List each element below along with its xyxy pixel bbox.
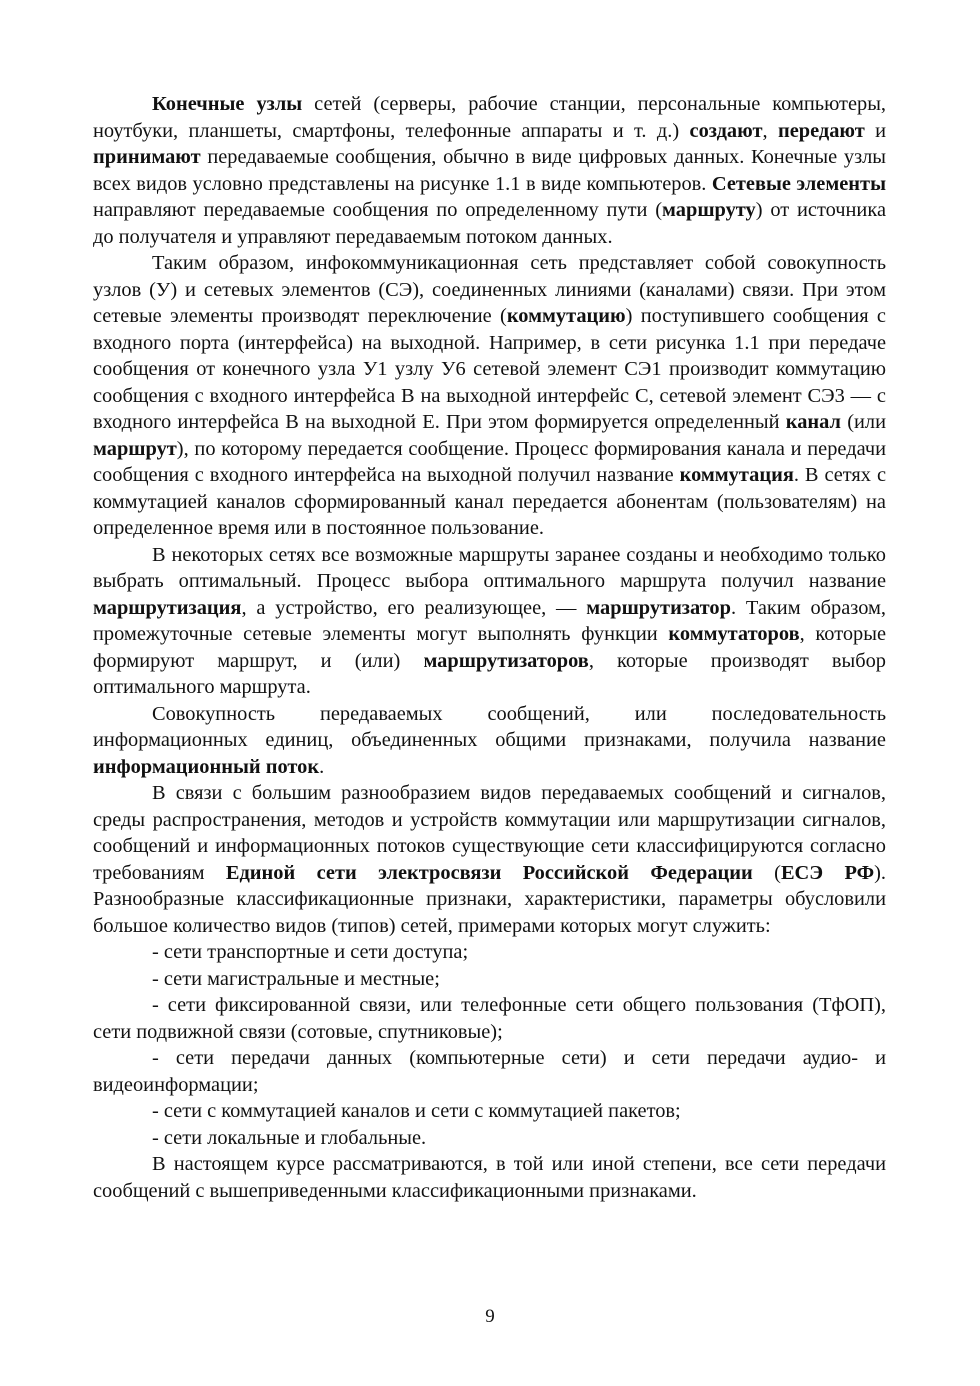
list-item: - сети с коммутацией каналов и сети с коммутацией пакетов;: [152, 1100, 681, 1122]
text-run: , а устройство, его реализующее, —: [241, 596, 587, 619]
bold-term: Сетевые элементы: [711, 172, 886, 195]
text-run: (или: [840, 411, 886, 433]
paragraph-routing: [93, 542, 886, 701]
text-run: ), по которому передается сообщение. Процесс формирования канала и передачи сообщения с входного интерфейса на выходной получил название: [93, 437, 886, 486]
bold-term: коммутацию: [506, 305, 626, 327]
bold-term: маршрутизаторов: [423, 649, 589, 672]
bold-term: маршрутизатор: [586, 596, 731, 619]
list-item: - сети локальные и глобальные.: [152, 1126, 427, 1149]
paragraph-end-nodes: [93, 91, 886, 250]
text-run: ) от источника до получателя и управляют передаваемым потоком данных.: [93, 199, 886, 248]
bold-term: коммутаторов: [668, 623, 800, 645]
text-run: и: [864, 119, 887, 142]
paragraph-information-flow: [93, 701, 886, 781]
text-run: ) поступившего сообщения с входного порта (интерфейса) на выходной. Например, в сети рисунка 1.1 при передаче сообщения от конечного узла У1 узлу У6 сетевой элемент СЭ1 производит коммутацию сообщения с входного интерфейса B на выходной интерфейс С, сетевой элемент СЭ3 — с входного интерфейса B на выходной E. При этом формируется определенный: [93, 305, 886, 433]
bold-term: Конечные узлы: [152, 93, 303, 115]
bold-term: ЕСЭ РФ: [780, 861, 875, 884]
text-run: .: [319, 755, 325, 778]
bold-term: Единой сети электросвязи Российской Федерации: [225, 861, 753, 884]
paragraph-switching: [93, 250, 886, 542]
bold-term: маршрут: [93, 437, 177, 460]
text-run: , которые формируют маршрут, и (или): [93, 623, 887, 672]
page-body: [93, 91, 886, 1204]
bold-term: информационный поток: [93, 755, 320, 778]
text-run: передаваемые сообщения, обычно в виде цифровых данных. Конечные узлы всех видов условно представлены на рисунке 1.1 в виде компьютеров.: [93, 146, 886, 195]
text-run: Совокупность передаваемых сообщений, или последовательность информационных единиц, объединенных общими признаками, получила название: [93, 702, 886, 751]
text-run: . В сетях с коммутацией каналов сформированный канал передается абонентам (пользователям) на определенное время или в постоянное пользование.: [93, 464, 886, 539]
text-run: сетей (серверы, рабочие станции, персональные компьютеры, ноутбуки, планшеты, смартфоны, телефонные аппараты и т. д.): [93, 93, 886, 142]
text-run: . Таким образом, промежуточные сетевые элементы могут выполнять функции: [93, 596, 886, 645]
list-item: - сети передачи данных (компьютерные сети) и сети передачи аудио- и видеоинформации;: [93, 1047, 886, 1096]
list-item: - сети магистральные и местные;: [152, 967, 440, 990]
bold-term: принимают: [93, 146, 201, 168]
bold-term: канал: [785, 411, 841, 433]
bold-term: передают: [777, 119, 865, 142]
bold-term: маршрутизация: [93, 596, 242, 619]
text-run: (: [752, 861, 781, 884]
page-number: 9: [485, 1306, 495, 1327]
bold-term: создают: [689, 119, 763, 142]
text-run: Таким образом, инфокоммуникационная сеть представляет собой совокупность узлов (У) и сетевых элементов (СЭ), соединенных линиями (каналами) связи. При этом сетевые элементы производят переключение (: [93, 252, 886, 327]
text-run: В некоторых сетях все возможные маршруты заранее созданы и необходимо только выбрать оптимальный. Процесс выбора оптимального маршрута получил название: [93, 543, 886, 592]
bold-term: маршруту: [662, 199, 756, 221]
text-run: ,: [762, 119, 778, 142]
text-run: направляют передаваемые сообщения по определенному пути (: [93, 199, 663, 221]
text-run: В связи с большим разнообразием видов передаваемых сообщений и сигналов, среды распространения, методов и устройств коммутации или маршрутизации сигналов, сообщений и информационных потоков существующие сети классифицируются согласно требованиям: [93, 782, 886, 884]
paragraph-closing: В настоящем курсе рассматриваются, в той или иной степени, все сети передачи сообщений с вышеприведенными классификационными признаками.: [93, 1153, 886, 1202]
text-run: , которые производят выбор оптимального маршрута.: [93, 649, 887, 698]
list-item: - сети фиксированной связи, или телефонные сети общего пользования (ТфОП), сети подвижной связи (сотовые, спутниковые);: [93, 994, 886, 1043]
bold-term: коммутация: [679, 464, 794, 486]
text-run: ). Разнообразные классификационные признаки, характеристики, параметры обусловили большое количество видов (типов) сетей, примерами которых могут служить:: [93, 861, 887, 937]
paragraph-classification: [93, 780, 886, 939]
list-item: - сети транспортные и сети доступа;: [152, 941, 469, 963]
